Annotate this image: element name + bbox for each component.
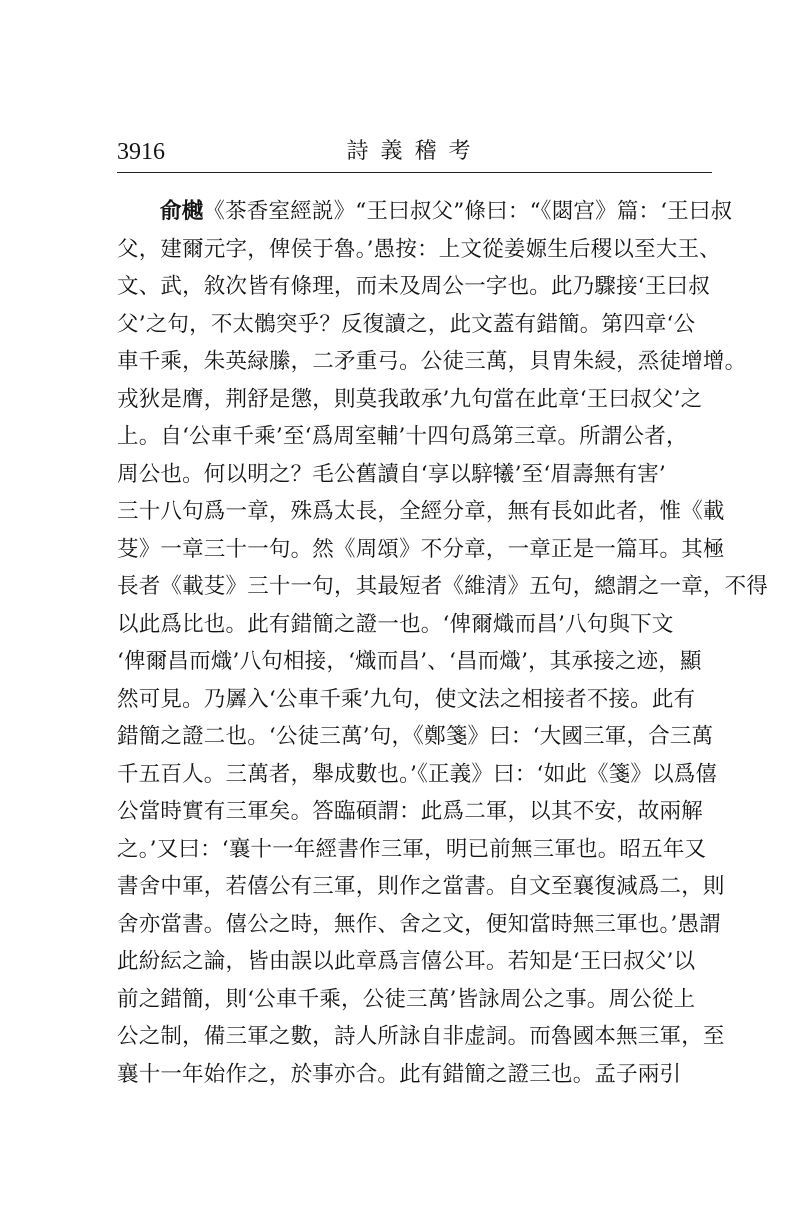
text-line: 上。自‘公車千乘’至‘爲周室輔’十四句爲第三章。所謂公者，	[117, 424, 688, 449]
text-line: 長者《載芟》三十一句，其最短者《維清》五句，總謂之一章，不得	[117, 574, 769, 599]
text-line: 此紛紜之論，皆由誤以此章爲言僖公耳。若知是‘王曰叔父’以	[117, 949, 696, 974]
text-line: 父，建爾元字，俾侯于魯。’愚按：上文從姜嫄生后稷以至大王、	[117, 236, 721, 262]
text-line-content: 《茶香室經説》“王曰叔父”條曰：“《閟宫》篇：‘王曰叔	[203, 199, 733, 224]
text-line: 戎狄是膺，荆舒是懲，則莫我敢承’九句當在此章‘王曰叔父’之	[117, 386, 703, 412]
text-line: 芟》一章三十一句。然《周頌》不分章，一章正是一篇耳。其極	[117, 536, 725, 562]
text-line: 車千乘，朱英緑縢，二矛重弓。公徒三萬，貝胄朱綅，烝徒增增。	[117, 349, 747, 374]
text-line: 襄十一年始作之，於事亦合。此有錯簡之證三也。孟子兩引	[117, 1061, 682, 1087]
cited-author: 俞樾	[160, 199, 204, 224]
text-line: 千五百人。三萬者，舉成數也。’《正義》曰：‘如此《箋》以爲僖	[117, 761, 718, 787]
text-line: 公當時實有三軍矣。答臨碩謂：此爲二軍，以其不安，故兩解	[117, 799, 703, 824]
text-line: 前之錯簡，則‘公車千乘，公徒三萬’皆詠周公之事。周公從上	[117, 986, 696, 1012]
text-line: 書舍中軍，若僖公有三軍，則作之當書。自文至襄復減爲二，則	[117, 874, 725, 899]
text-line: 然可見。乃羼入‘公車千乘’九句，使文法之相接者不接。此有	[117, 686, 696, 712]
text-line: 父’之句，不太鶻突乎？反復讀之，此文蓋有錯簡。第四章‘公	[117, 311, 696, 337]
running-header	[117, 136, 712, 168]
book-title: 詩義稽考	[346, 139, 483, 164]
text-line: 錯簡之證二也。‘公徒三萬’句，《鄭箋》曰：‘大國三軍，合三萬	[117, 724, 714, 749]
text-line: 三十八句爲一章，殊爲太長，全經分章，無有長如此者，惟《載	[117, 499, 725, 524]
header-rule	[117, 172, 712, 173]
text-line	[117, 193, 733, 231]
text-line: 公之制，備三軍之數，詩人所詠自非虚詞。而魯國本無三軍，至	[117, 1024, 725, 1049]
text-line: ‘俾爾昌而熾’八句相接，‘熾而昌’、‘昌而熾’，其承接之迹，顯	[117, 649, 702, 674]
body-text	[117, 193, 769, 1093]
text-line: 舍亦當書。僖公之時，無作、舍之文，便知當時無三軍也。’愚謂	[117, 911, 721, 937]
page-number: 3916	[117, 139, 165, 165]
text-line: 周公也。何以明之？毛公舊讀自‘享以騂犧’至‘眉壽無有害’	[117, 461, 666, 487]
text-line: 以此爲比也。此有錯簡之證一也。‘俾爾熾而昌’八句與下文	[117, 611, 674, 637]
text-line: 之。’又曰：‘襄十一年經書作三軍，明已前無三軍也。昭五年又	[117, 836, 707, 862]
text-line: 文、武，敘次皆有條理，而未及周公一字也。此乃驟接‘王曰叔	[117, 274, 710, 299]
